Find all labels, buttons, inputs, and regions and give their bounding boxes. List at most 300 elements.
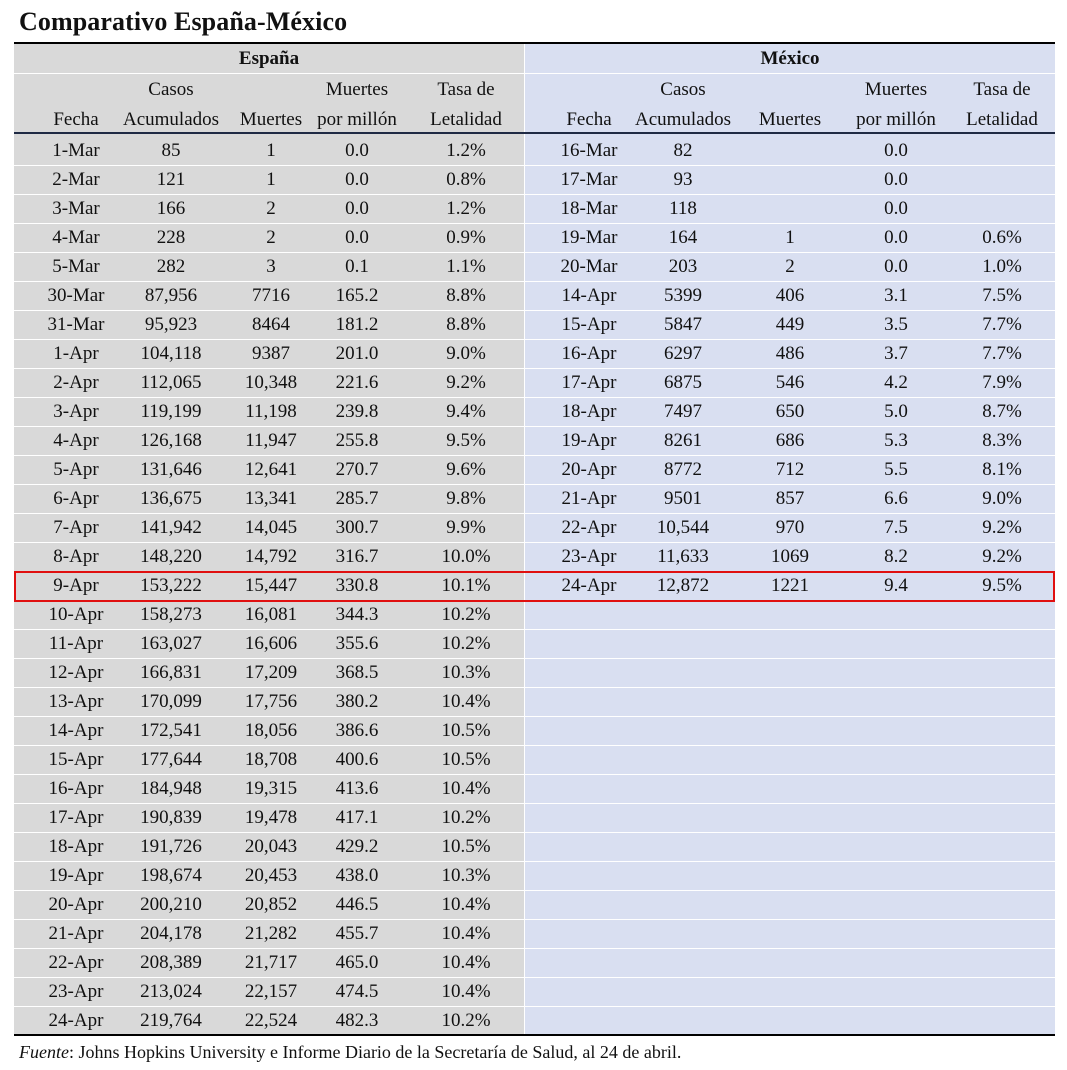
mexico-header-letalidad: Tasa de <box>973 79 1031 100</box>
mexico-cell-fecha: 16-Apr <box>561 343 617 364</box>
row-divider <box>14 948 524 949</box>
mexico-cell-fecha: 22-Apr <box>561 517 617 538</box>
espana-header-muertes-millon: Muertes <box>325 79 389 100</box>
espana-cell-fecha: 23-Apr <box>48 981 104 1002</box>
espana-cell-muertes-millon: 330.8 <box>335 575 379 596</box>
row-divider <box>14 542 524 543</box>
espana-cell-casos: 177,644 <box>140 749 202 770</box>
espana-cell-fecha: 17-Apr <box>48 807 104 828</box>
espana-cell-letalidad: 9.0% <box>446 343 486 364</box>
row-divider <box>525 629 1055 630</box>
espana-cell-casos: 190,839 <box>140 807 202 828</box>
mexico-cell-muertes: 2 <box>785 256 795 277</box>
espana-cell-casos: 119,199 <box>140 401 202 422</box>
mexico-header-muertes-millon: por millón <box>856 109 936 130</box>
row-divider <box>14 455 524 456</box>
row-divider <box>525 165 1055 166</box>
espana-group-header: España <box>238 48 300 69</box>
espana-cell-casos: 170,099 <box>140 691 202 712</box>
mexico-cell-muertes: 406 <box>775 285 805 306</box>
espana-header-letalidad: Letalidad <box>430 109 502 130</box>
espana-cell-casos: 131,646 <box>140 459 202 480</box>
espana-cell-muertes-millon: 0.0 <box>345 198 369 219</box>
mexico-cell-muertes: 686 <box>775 430 805 451</box>
espana-cell-fecha: 5-Apr <box>53 459 99 480</box>
espana-cell-muertes-millon: 446.5 <box>335 894 379 915</box>
espana-cell-muertes: 1 <box>266 140 276 161</box>
espana-cell-letalidad: 10.0% <box>441 546 491 567</box>
mexico-cell-muertes-millon: 3.5 <box>884 314 908 335</box>
espana-cell-fecha: 14-Apr <box>48 720 104 741</box>
espana-cell-muertes-millon: 465.0 <box>335 952 379 973</box>
espana-cell-letalidad: 1.2% <box>446 198 486 219</box>
espana-cell-muertes-millon: 316.7 <box>335 546 379 567</box>
espana-cell-casos: 184,948 <box>140 778 202 799</box>
espana-cell-fecha: 19-Apr <box>48 865 104 886</box>
espana-cell-fecha: 11-Apr <box>48 633 104 654</box>
espana-cell-muertes: 13,341 <box>244 488 298 509</box>
mexico-cell-muertes-millon: 3.7 <box>884 343 908 364</box>
mexico-cell-fecha: 19-Apr <box>561 430 617 451</box>
row-divider <box>525 484 1055 485</box>
page-title: Comparativo España-México <box>19 7 348 36</box>
row-divider <box>14 310 524 311</box>
row-divider <box>525 948 1055 949</box>
espana-cell-casos: 148,220 <box>140 546 202 567</box>
espana-cell-muertes-millon: 285.7 <box>335 488 379 509</box>
espana-cell-fecha: 1-Apr <box>53 343 99 364</box>
mexico-cell-muertes-millon: 0.0 <box>884 140 908 161</box>
espana-cell-muertes: 14,045 <box>244 517 298 538</box>
row-divider <box>14 426 524 427</box>
espana-cell-letalidad: 10.2% <box>441 1010 491 1031</box>
espana-cell-muertes-millon: 0.0 <box>345 227 369 248</box>
mexico-cell-casos: 5847 <box>664 314 702 335</box>
espana-cell-muertes-millon: 0.1 <box>345 256 369 277</box>
espana-cell-fecha: 2-Mar <box>52 169 100 190</box>
espana-cell-letalidad: 0.8% <box>446 169 486 190</box>
espana-cell-muertes: 1 <box>266 169 276 190</box>
espana-cell-fecha: 5-Mar <box>52 256 100 277</box>
espana-cell-casos: 200,210 <box>140 894 202 915</box>
row-divider <box>525 252 1055 253</box>
mexico-cell-casos: 5399 <box>664 285 702 306</box>
espana-cell-casos: 208,389 <box>140 952 202 973</box>
espana-cell-muertes-millon: 386.6 <box>335 720 379 741</box>
espana-cell-muertes-millon: 165.2 <box>335 285 379 306</box>
espana-cell-letalidad: 9.4% <box>446 401 486 422</box>
espana-cell-muertes-millon: 181.2 <box>335 314 379 335</box>
espana-cell-muertes-millon: 413.6 <box>335 778 379 799</box>
espana-cell-muertes: 17,209 <box>244 662 298 683</box>
espana-cell-fecha: 22-Apr <box>48 952 104 973</box>
mexico-cell-muertes: 857 <box>775 488 805 509</box>
espana-cell-letalidad: 10.5% <box>441 836 491 857</box>
mexico-cell-muertes-millon: 0.0 <box>884 198 908 219</box>
row-divider <box>525 658 1055 659</box>
mexico-cell-casos: 11,633 <box>657 546 709 567</box>
espana-cell-fecha: 10-Apr <box>48 604 104 625</box>
espana-header-muertes: Muertes <box>239 109 303 130</box>
espana-cell-letalidad: 10.4% <box>441 952 491 973</box>
mexico-cell-letalidad: 7.7% <box>982 343 1022 364</box>
mexico-cell-casos: 7497 <box>664 401 702 422</box>
mexico-cell-fecha: 15-Apr <box>561 314 617 335</box>
mexico-cell-casos: 12,872 <box>656 575 710 596</box>
espana-cell-muertes: 16,606 <box>244 633 298 654</box>
mexico-cell-fecha: 20-Apr <box>561 459 617 480</box>
row-divider <box>14 368 524 369</box>
espana-cell-muertes: 8464 <box>252 314 290 335</box>
highlight-box <box>14 571 1055 602</box>
row-divider <box>525 542 1055 543</box>
espana-cell-muertes-millon: 201.0 <box>335 343 379 364</box>
espana-cell-muertes-millon: 474.5 <box>335 981 379 1002</box>
mexico-cell-letalidad: 9.5% <box>982 575 1022 596</box>
mexico-cell-muertes-millon: 4.2 <box>884 372 908 393</box>
espana-cell-fecha: 30-Mar <box>47 285 105 306</box>
espana-cell-fecha: 21-Apr <box>48 923 104 944</box>
row-divider <box>14 658 524 659</box>
espana-cell-muertes-millon: 300.7 <box>335 517 379 538</box>
espana-cell-letalidad: 9.5% <box>446 430 486 451</box>
espana-cell-letalidad: 10.4% <box>441 981 491 1002</box>
espana-cell-fecha: 8-Apr <box>53 546 99 567</box>
mexico-cell-muertes: 970 <box>775 517 805 538</box>
mexico-cell-muertes-millon: 8.2 <box>884 546 908 567</box>
source-note <box>19 1042 681 1063</box>
mexico-cell-fecha: 17-Apr <box>561 372 617 393</box>
mexico-cell-letalidad: 9.2% <box>982 517 1022 538</box>
row-divider <box>14 774 524 775</box>
espana-cell-muertes: 22,157 <box>244 981 298 1002</box>
espana-cell-letalidad: 10.2% <box>441 807 491 828</box>
espana-cell-muertes-millon: 255.8 <box>335 430 379 451</box>
mexico-cell-casos: 164 <box>668 227 698 248</box>
mexico-cell-muertes-millon: 5.5 <box>884 459 908 480</box>
espana-cell-casos: 204,178 <box>140 923 202 944</box>
row-divider <box>14 890 524 891</box>
espana-cell-letalidad: 10.4% <box>441 778 491 799</box>
mexico-cell-muertes-millon: 0.0 <box>884 169 908 190</box>
espana-cell-fecha: 24-Apr <box>48 1010 104 1031</box>
row-divider <box>525 339 1055 340</box>
espana-cell-casos: 153,222 <box>140 575 202 596</box>
espana-cell-muertes: 20,852 <box>244 894 298 915</box>
espana-cell-muertes: 10,348 <box>244 372 298 393</box>
espana-cell-letalidad: 1.1% <box>446 256 486 277</box>
source-label: Fuente <box>19 1042 69 1062</box>
mexico-cell-casos: 8772 <box>664 459 702 480</box>
mexico-cell-muertes: 1069 <box>771 546 809 567</box>
row-divider <box>14 194 524 195</box>
row-divider <box>525 832 1055 833</box>
espana-cell-muertes: 18,708 <box>244 749 298 770</box>
mexico-cell-muertes-millon: 5.3 <box>884 430 908 451</box>
espana-cell-muertes: 12,641 <box>244 459 298 480</box>
espana-cell-casos: 163,027 <box>140 633 202 654</box>
espana-cell-muertes: 21,282 <box>244 923 298 944</box>
espana-cell-letalidad: 10.2% <box>441 633 491 654</box>
mexico-group-header: México <box>760 48 820 69</box>
bottom-rule <box>14 1034 1055 1036</box>
mexico-cell-fecha: 24-Apr <box>561 575 617 596</box>
espana-cell-fecha: 13-Apr <box>48 691 104 712</box>
mexico-cell-muertes-millon: 9.4 <box>884 575 908 596</box>
mexico-cell-casos: 203 <box>668 256 698 277</box>
espana-cell-casos: 95,923 <box>144 314 198 335</box>
mexico-cell-muertes: 1221 <box>771 575 809 596</box>
mexico-cell-letalidad: 0.6% <box>982 227 1022 248</box>
mexico-cell-casos: 6297 <box>664 343 702 364</box>
mexico-cell-muertes-millon: 6.6 <box>884 488 908 509</box>
espana-cell-muertes-millon: 221.6 <box>335 372 379 393</box>
row-divider <box>14 687 524 688</box>
espana-cell-muertes: 14,792 <box>244 546 298 567</box>
row-divider <box>525 513 1055 514</box>
espana-cell-muertes-millon: 400.6 <box>335 749 379 770</box>
espana-header-casos: Casos <box>148 79 194 100</box>
source-text: : Johns Hopkins University e Informe Diario de la Secretaría de Salud, al 24 de abril. <box>68 1042 682 1062</box>
mexico-header-muertes: Muertes <box>758 109 822 130</box>
mexico-cell-fecha: 20-Mar <box>560 256 618 277</box>
espana-cell-fecha: 2-Apr <box>53 372 99 393</box>
row-divider <box>14 919 524 920</box>
mexico-panel-bg <box>525 44 1055 1034</box>
group-header-divider <box>525 73 1055 74</box>
espana-cell-muertes: 16,081 <box>244 604 298 625</box>
espana-cell-letalidad: 1.2% <box>446 140 486 161</box>
espana-cell-fecha: 4-Mar <box>52 227 100 248</box>
espana-cell-muertes-millon: 380.2 <box>335 691 379 712</box>
espana-cell-letalidad: 10.2% <box>441 604 491 625</box>
header-rule <box>14 132 1055 134</box>
mexico-cell-letalidad: 7.9% <box>982 372 1022 393</box>
espana-cell-muertes: 20,043 <box>244 836 298 857</box>
espana-header-muertes-millon: por millón <box>317 109 397 130</box>
espana-cell-casos: 166 <box>156 198 186 219</box>
espana-cell-muertes-millon: 270.7 <box>335 459 379 480</box>
mexico-header-casos: Acumulados <box>634 109 732 130</box>
mexico-header-casos: Casos <box>660 79 706 100</box>
espana-cell-muertes: 15,447 <box>244 575 298 596</box>
row-divider <box>14 339 524 340</box>
espana-cell-fecha: 31-Mar <box>47 314 105 335</box>
espana-cell-muertes-millon: 482.3 <box>335 1010 379 1031</box>
espana-cell-muertes-millon: 344.3 <box>335 604 379 625</box>
espana-cell-fecha: 3-Mar <box>52 198 100 219</box>
espana-cell-muertes-millon: 355.6 <box>335 633 379 654</box>
espana-cell-casos: 158,273 <box>140 604 202 625</box>
mexico-cell-letalidad: 8.1% <box>982 459 1022 480</box>
espana-cell-muertes: 17,756 <box>244 691 298 712</box>
row-divider <box>14 832 524 833</box>
espana-cell-fecha: 12-Apr <box>48 662 104 683</box>
espana-cell-letalidad: 10.4% <box>441 691 491 712</box>
espana-cell-letalidad: 10.4% <box>441 894 491 915</box>
espana-cell-letalidad: 10.1% <box>441 575 491 596</box>
row-divider <box>525 1006 1055 1007</box>
row-divider <box>14 397 524 398</box>
espana-cell-muertes: 19,478 <box>244 807 298 828</box>
row-divider <box>525 890 1055 891</box>
mexico-cell-muertes: 1 <box>785 227 795 248</box>
espana-cell-fecha: 4-Apr <box>53 430 99 451</box>
espana-cell-casos: 191,726 <box>140 836 202 857</box>
row-divider <box>14 165 524 166</box>
mexico-cell-casos: 10,544 <box>656 517 710 538</box>
row-divider <box>525 745 1055 746</box>
row-divider <box>14 484 524 485</box>
espana-cell-casos: 166,831 <box>140 662 202 683</box>
mexico-cell-muertes-millon: 3.1 <box>884 285 908 306</box>
espana-cell-casos: 126,168 <box>140 430 202 451</box>
espana-cell-letalidad: 8.8% <box>446 285 486 306</box>
row-divider <box>525 716 1055 717</box>
espana-cell-muertes: 21,717 <box>244 952 298 973</box>
espana-cell-fecha: 18-Apr <box>48 836 104 857</box>
row-divider <box>525 368 1055 369</box>
espana-cell-letalidad: 0.9% <box>446 227 486 248</box>
mexico-cell-fecha: 16-Mar <box>560 140 618 161</box>
espana-cell-muertes: 2 <box>266 198 276 219</box>
mexico-cell-fecha: 23-Apr <box>561 546 617 567</box>
espana-cell-muertes: 22,524 <box>244 1010 298 1031</box>
espana-cell-fecha: 9-Apr <box>53 575 99 596</box>
mexico-cell-muertes: 650 <box>775 401 805 422</box>
espana-cell-muertes-millon: 417.1 <box>335 807 379 828</box>
mexico-cell-casos: 93 <box>673 169 693 190</box>
mexico-cell-casos: 82 <box>673 140 693 161</box>
espana-cell-letalidad: 10.5% <box>441 749 491 770</box>
espana-cell-casos: 121 <box>156 169 186 190</box>
row-divider <box>525 803 1055 804</box>
row-divider <box>14 861 524 862</box>
espana-cell-muertes-millon: 0.0 <box>345 140 369 161</box>
row-divider <box>525 194 1055 195</box>
espana-cell-letalidad: 9.9% <box>446 517 486 538</box>
espana-cell-fecha: 1-Mar <box>52 140 100 161</box>
mexico-cell-fecha: 21-Apr <box>561 488 617 509</box>
row-divider <box>525 687 1055 688</box>
espana-cell-casos: 198,674 <box>140 865 202 886</box>
espana-cell-fecha: 3-Apr <box>53 401 99 422</box>
mexico-cell-letalidad: 8.7% <box>982 401 1022 422</box>
row-divider <box>525 455 1055 456</box>
mexico-cell-casos: 8261 <box>664 430 702 451</box>
mexico-cell-muertes-millon: 7.5 <box>884 517 908 538</box>
espana-header-casos: Acumulados <box>122 109 220 130</box>
row-divider <box>525 310 1055 311</box>
espana-cell-letalidad: 9.8% <box>446 488 486 509</box>
espana-cell-fecha: 16-Apr <box>48 778 104 799</box>
mexico-cell-letalidad: 8.3% <box>982 430 1022 451</box>
row-divider <box>525 426 1055 427</box>
mexico-cell-letalidad: 9.2% <box>982 546 1022 567</box>
row-divider <box>14 716 524 717</box>
espana-cell-muertes: 19,315 <box>244 778 298 799</box>
espana-cell-letalidad: 9.2% <box>446 372 486 393</box>
mexico-cell-fecha: 17-Mar <box>560 169 618 190</box>
espana-cell-muertes-millon: 438.0 <box>335 865 379 886</box>
row-divider <box>14 513 524 514</box>
espana-cell-casos: 85 <box>161 140 181 161</box>
row-divider <box>525 774 1055 775</box>
row-divider <box>525 281 1055 282</box>
espana-cell-casos: 219,764 <box>140 1010 202 1031</box>
espana-cell-muertes-millon: 239.8 <box>335 401 379 422</box>
mexico-header-muertes-millon: Muertes <box>864 79 928 100</box>
mexico-cell-muertes-millon: 5.0 <box>884 401 908 422</box>
mexico-cell-casos: 118 <box>669 198 697 219</box>
row-divider <box>525 397 1055 398</box>
mexico-cell-letalidad: 9.0% <box>982 488 1022 509</box>
espana-cell-fecha: 15-Apr <box>48 749 104 770</box>
espana-cell-muertes: 3 <box>266 256 276 277</box>
espana-cell-casos: 104,118 <box>140 343 202 364</box>
row-divider <box>14 1006 524 1007</box>
espana-cell-muertes: 9387 <box>252 343 290 364</box>
mexico-cell-casos: 9501 <box>664 488 702 509</box>
espana-header-fecha: Fecha <box>53 109 99 130</box>
espana-cell-casos: 172,541 <box>140 720 202 741</box>
group-header-divider <box>14 73 524 74</box>
espana-cell-casos: 136,675 <box>140 488 202 509</box>
row-divider <box>525 861 1055 862</box>
espana-cell-muertes: 7716 <box>252 285 290 306</box>
espana-cell-fecha: 7-Apr <box>53 517 99 538</box>
mexico-cell-muertes: 486 <box>775 343 805 364</box>
espana-cell-casos: 87,956 <box>144 285 198 306</box>
espana-cell-muertes: 11,947 <box>245 430 297 451</box>
espana-cell-fecha: 20-Apr <box>48 894 104 915</box>
row-divider <box>525 919 1055 920</box>
espana-cell-muertes: 20,453 <box>244 865 298 886</box>
espana-cell-muertes: 2 <box>266 227 276 248</box>
espana-cell-letalidad: 10.3% <box>441 865 491 886</box>
espana-cell-muertes-millon: 455.7 <box>335 923 379 944</box>
mexico-cell-muertes: 546 <box>775 372 805 393</box>
mexico-cell-fecha: 18-Mar <box>560 198 618 219</box>
espana-cell-muertes-millon: 368.5 <box>335 662 379 683</box>
row-divider <box>14 977 524 978</box>
mexico-cell-muertes: 712 <box>775 459 805 480</box>
mexico-cell-muertes-millon: 0.0 <box>884 227 908 248</box>
espana-cell-muertes-millon: 429.2 <box>335 836 379 857</box>
mexico-cell-fecha: 19-Mar <box>560 227 618 248</box>
espana-cell-casos: 213,024 <box>140 981 202 1002</box>
mexico-cell-fecha: 14-Apr <box>561 285 617 306</box>
mexico-cell-muertes-millon: 0.0 <box>884 256 908 277</box>
title-rule <box>14 42 1055 44</box>
row-divider <box>14 252 524 253</box>
mexico-cell-muertes: 449 <box>775 314 805 335</box>
row-divider <box>14 803 524 804</box>
mexico-header-letalidad: Letalidad <box>966 109 1038 130</box>
mexico-cell-letalidad: 7.7% <box>982 314 1022 335</box>
espana-cell-fecha: 6-Apr <box>53 488 99 509</box>
mexico-cell-letalidad: 7.5% <box>982 285 1022 306</box>
espana-header-letalidad: Tasa de <box>437 79 495 100</box>
espana-cell-casos: 282 <box>156 256 186 277</box>
espana-cell-letalidad: 8.8% <box>446 314 486 335</box>
espana-cell-casos: 112,065 <box>140 372 202 393</box>
mexico-header-fecha: Fecha <box>566 109 612 130</box>
row-divider <box>14 629 524 630</box>
mexico-cell-casos: 6875 <box>664 372 702 393</box>
espana-cell-casos: 141,942 <box>140 517 202 538</box>
espana-cell-letalidad: 9.6% <box>446 459 486 480</box>
